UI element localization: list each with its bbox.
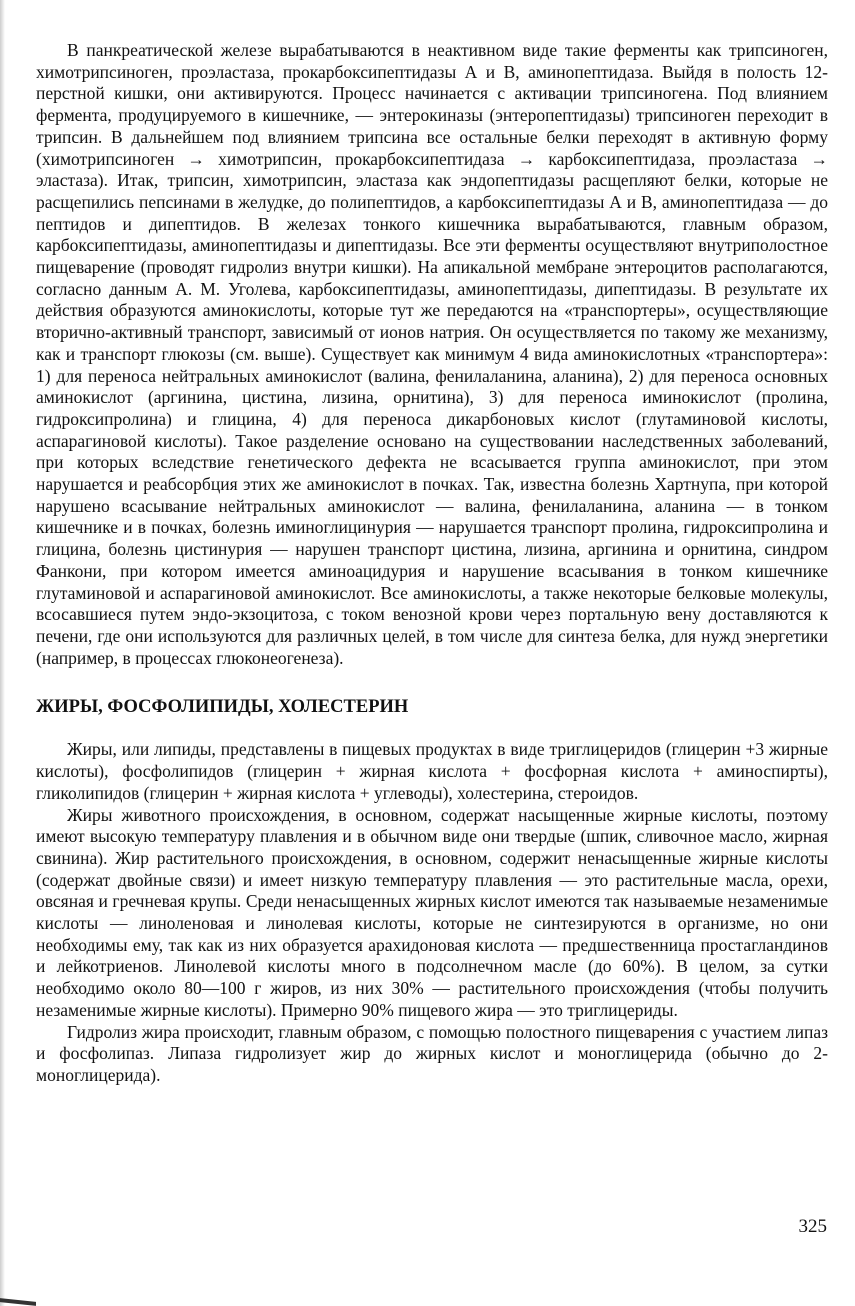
scan-shadow-edge <box>0 0 5 1306</box>
section-heading: ЖИРЫ, ФОСФОЛИПИДЫ, ХОЛЕСТЕРИН <box>36 697 409 718</box>
paragraph-fat-hydrolysis: Гидролиз жира происходит, главным образом, с помощью полостного пищеварения с участием липаз и фосфолипаз. Липаза гидролизует жир до жирных кислот и моноглицерида (обычно до 2-моноглицерида). <box>36 1021 828 1085</box>
page-body <box>36 40 828 1087</box>
page-number: 325 <box>798 1216 827 1237</box>
paragraph-lipids-definition: Жиры, или липиды, представлены в пищевых продуктах в виде триглицеридов (глицерин +3 жирные кислоты), фосфолипидов (глицерин + жирная кислота + фосфорная кислота + аминоспирты), гликолипидов (глицерин + жирная кислота + углеводы), холестерина, стероидов. <box>36 739 828 803</box>
scan-corner-mark <box>0 1298 36 1306</box>
paragraph-fat-origin: Жиры животного происхождения, в основном, содержат насыщенные жирные кислоты, поэтому имеют высокую температуру плавления и в обычном виде они твердые (шпик, сливочное масло, жирная свинина). Жир растительного происхождения, в основном, содержит ненасыщенные жирные кислоты (содержат двойные связи) и имеет низкую температуру плавления — это растительные масла, орехи, овсяная и гречневая крупы. Среди ненасыщенных жирных кислот имеются так называемые незаменимые кислоты — линоленовая и линолевая кислоты, которые не синтезируются в организме, но они необходимы ему, так как из них образуется арахидоновая кислота — предшественница простагландинов и лейкотриенов. Линолевой кислоты много в подсолнечном масле (до 60%). В целом, за сутки необходимо около 80—100 г жиров, из них 30% — растительного происхождения (чтобы получить незаменимые жирные кислоты). Примерно 90% пищевого жира — это триглицериды. <box>36 804 828 1020</box>
paragraph-protein-digestion: В панкреатической железе вырабатываются в неактивном виде такие ферменты как трипсиноген, химотрипсиноген, проэластаза, прокарбоксипептидазы А и В, аминопептидаза. Выйдя в полость 12-перстной кишки, они активируются. Процесс начинается с активации трипсиногена. Под влиянием фермента, продуцируемого в кишечнике, — энтерокиназы (энтеропептидазы) трипсиноген переходит в трипсин. В дальнейшем под влиянием трипсина все остальные белки переходят в активную форму (химотрипсиноген → химотрипсин, прокарбоксипептидаза → карбоксипептидаза, проэластаза → эластаза). Итак, трипсин, химотрипсин, эластаза как эндопептидазы расщепляют белки, которые не расщепились пепсинами в желудке, до полипептидов, а карбоксипептидазы А и В, аминопептидаза — до пептидов и дипептидов. В железах тонкого кишечника вырабатываются, главным образом, карбоксипептидазы, аминопептидазы и дипептидазы. Все эти ферменты осуществляют внутриполостное пищеварение (проводят гидролиз внутри кишки). На апикальной мембране энтероцитов располагаются, согласно данным А. М. Уголева, карбоксипептидазы, аминопептидазы, дипептидазы. В результате их действия образуются аминокислоты, которые тут же передаются на «транспортеры», осуществляющие вторично-активный транспорт, зависимый от ионов натрия. Он осуществляется по такому же механизму, как и транспорт глюкозы (см. выше). Существует как минимум 4 вида аминокислотных «транспортера»: 1) для переноса нейтральных аминокислот (валина, фенилаланина, аланина), 2) для переноса основных аминокислот (аргинина, цистина, лизина, орнитина), 3) для переноса иминокислот (пролина, гидроксипролина) и глицина, 4) для переноса дикарбоновых кислот (глутаминовой кислоты, аспарагиновой кислоты). Такое разделение основано на существовании наследственных заболеваний, при которых вследствие генетического дефекта не всасывается группа аминокислот, при этом нарушается и реабсорбция этих же аминокислот в почках. Так, известна болезнь Хартнупа, при которой нарушено всасывание нейтральных аминокислот — валина, фенилаланина, аланина — в тонком кишечнике и в почках, болезнь иминоглицинурия — нарушается транспорт пролина, гидроксипролина и глицина, болезнь цистинурия — нарушен транспорт цистина, лизина, аргинина и орнитина, синдром Фанкони, при котором имеется аминоацидурия и нарушение всасывания в тонком кишечнике глутаминовой и аспарагиновой аминокислот. Все аминокислоты, а также некоторые белковые молекулы, всосавшиеся путем эндо-экзоцитоза, с током венозной крови через портальную вену доставляются к печени, где они используются для различных целей, в том числе для синтеза белка, для нужд энергетики (например, в процессах глюконеогенеза). <box>36 40 828 668</box>
